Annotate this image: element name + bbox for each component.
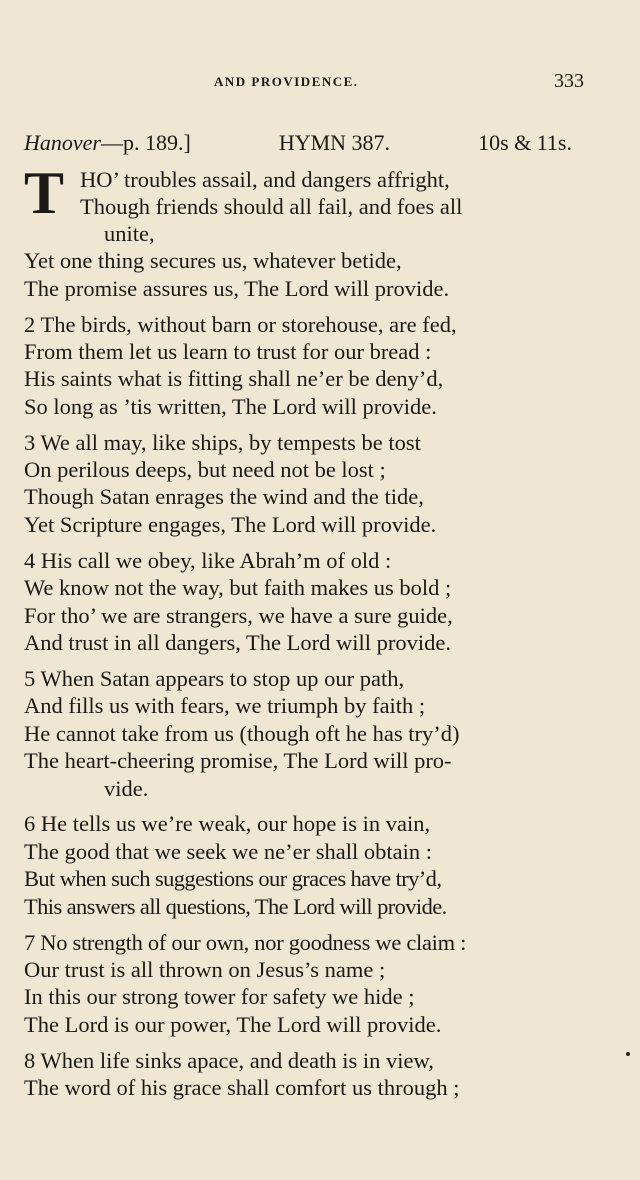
running-head	[24, 72, 584, 96]
opening-lines	[24, 160, 590, 226]
verse-line: From them let us learn to trust for our bread :	[24, 338, 432, 364]
stanza-5	[24, 665, 590, 802]
verse-line: In this our strong tower for safety we hide ;	[24, 984, 415, 1010]
stanza-1	[24, 160, 590, 302]
verse-line: Yet Scripture engages, The Lord will provide.	[24, 511, 437, 537]
tune-name: Hanover	[24, 130, 101, 155]
verse-line: The good that we seek we ne’er shall obtain :	[24, 838, 432, 864]
stanza-3	[24, 429, 590, 539]
ink-speck	[626, 1052, 630, 1056]
page-number: 333	[554, 70, 584, 92]
verse-line: 8 When life sinks apace, and death is in view,	[24, 1047, 434, 1073]
verse-line: Our trust is all thrown on Jesus’s name ;	[24, 956, 386, 982]
verse-line: 2 The birds, without barn or storehouse, are fed,	[24, 311, 457, 337]
stanza-6	[24, 810, 590, 920]
verse-line: But when such suggestions our graces have try’d,	[24, 866, 442, 892]
verse-line: vide.	[104, 775, 149, 801]
verse-line: The heart-cheering promise, The Lord will pro-	[24, 748, 452, 774]
stanza-8	[24, 1047, 590, 1102]
verse-line: The promise assures us, The Lord will provide.	[24, 275, 450, 301]
verse-line: 6 He tells us we’re weak, our hope is in vain,	[24, 811, 431, 837]
verse-line: Yet one thing secures us, whatever betide,	[24, 248, 402, 274]
hymn-meter: 10s & 11s.	[478, 130, 572, 155]
verse-line: Though Satan enrages the wind and the tide,	[24, 484, 424, 510]
verse-line: 7 No strength of our own, nor goodness we claim :	[24, 929, 467, 955]
verse-line: On perilous deeps, but need not be lost ;	[24, 457, 386, 483]
verse-line: 5 When Satan appears to stop up our path,	[24, 665, 405, 691]
running-title: AND PROVIDENCE.	[214, 74, 359, 89]
verse-line: Though friends should all fail, and foes all	[80, 194, 463, 220]
hymn-heading	[24, 130, 572, 160]
verse-line: So long as ’tis written, The Lord will provide.	[24, 393, 437, 419]
hymn-text	[24, 160, 590, 1110]
verse-line: This answers all questions, The Lord will provide.	[24, 893, 447, 919]
verse-line: HO’ troubles assail, and dangers affright,	[80, 167, 450, 192]
tune-page-ref: —p. 189.]	[100, 130, 191, 155]
hymn-number: HYMN 387.	[278, 130, 391, 155]
verse-line: 4 His call we obey, like Abrah’m of old :	[24, 547, 392, 573]
drop-cap: T	[24, 160, 63, 226]
stanza-7	[24, 929, 590, 1039]
verse-line: 3 We all may, like ships, by tempests be tost	[24, 429, 421, 455]
verse-line: He cannot take from us (though oft he has try’d)	[24, 720, 460, 746]
verse-line: The word of his grace shall comfort us through ;	[24, 1075, 460, 1101]
verse-line: For tho’ we are strangers, we have a sure guide,	[24, 602, 453, 628]
verse-line: We know not the way, but faith makes us bold ;	[24, 575, 452, 601]
tune-reference	[24, 130, 191, 156]
verse-line: And trust in all dangers, The Lord will provide.	[24, 630, 452, 655]
verse-line: unite,	[104, 220, 155, 246]
verse-line: And fills us with fears, we triumph by faith ;	[24, 693, 426, 719]
stanza-4	[24, 547, 590, 657]
verse-line: The Lord is our power, The Lord will provide.	[24, 1011, 442, 1037]
stanza-2	[24, 311, 590, 421]
verse-line: His saints what is fitting shall ne’er be deny’d,	[24, 366, 444, 392]
